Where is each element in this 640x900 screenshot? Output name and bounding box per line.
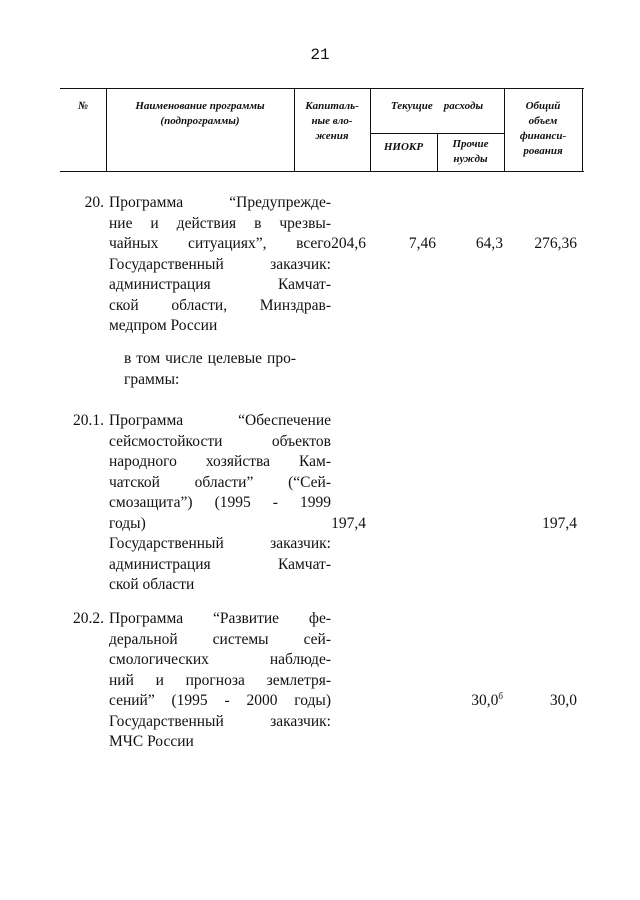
row-number: 20.2.: [73, 610, 104, 627]
program-name-line: смологических наблюде-: [109, 651, 331, 668]
program-name-line: Государственный заказчик:: [109, 535, 331, 552]
row-number: 20.: [84, 194, 104, 211]
header-total-line: финанси-: [519, 130, 567, 142]
subprograms-heading-line: в том числе целевые про-: [124, 350, 296, 367]
program-name-line: Государственный заказчик:: [109, 712, 331, 730]
program-name-line: сений” (1995 - 2000 годы): [109, 692, 331, 709]
program-name-line: ние и действия в чрезвы-: [109, 214, 331, 232]
program-name-line: ской области, Минздрав-: [109, 296, 331, 314]
header-other-needs-line: Прочие: [452, 138, 489, 150]
header-total-line: объем: [528, 115, 558, 127]
header-capital-line: ные вло-: [311, 115, 353, 127]
program-name-line: Государственный заказчик:: [109, 255, 331, 273]
footnote-marker: б: [498, 690, 503, 701]
total-value: 197,4: [542, 515, 577, 532]
header-capital: [294, 99, 370, 144]
program-name-line: смозащита”) (1995 - 1999: [109, 494, 331, 511]
program-name-line: Программа “Обеспечение: [109, 412, 331, 429]
program-name-line: чайных ситуациях”, всего: [109, 235, 331, 252]
page-number: 21: [310, 46, 330, 64]
program-name-line: годы): [109, 514, 146, 532]
niokr-value: 7,46: [408, 235, 436, 252]
program-name: [109, 193, 331, 337]
program-name: [109, 609, 331, 753]
header-other-needs-line: нужды: [453, 153, 488, 165]
header-capital-line: Капиталь-: [305, 100, 359, 112]
program-name-line: медпром России: [109, 317, 218, 334]
header-program-name-line: (подпрограммы): [160, 115, 240, 127]
table-header: [60, 88, 584, 172]
program-name-line: Программа “Предупрежде-: [109, 194, 331, 211]
other-needs-value: 64,3: [475, 235, 503, 252]
subprograms-heading: [124, 349, 296, 390]
header-other-needs: [437, 137, 504, 167]
program-name-line: администрация Камчат-: [109, 276, 331, 293]
subprograms-heading-line: граммы:: [124, 370, 180, 388]
program-name: [109, 411, 331, 596]
program-name-line: сейсмостойкости объектов: [109, 432, 331, 450]
header-capital-line: жения: [315, 130, 349, 142]
capital-value: 204,6: [331, 235, 366, 252]
program-name-line: деральной системы сей-: [109, 630, 331, 648]
column-divider: [582, 89, 583, 171]
program-name-line: народного хозяйства Кам-: [109, 453, 331, 470]
program-name-line: администрация Камчат-: [109, 555, 331, 573]
header-program-name-line: Наименование программы: [135, 100, 265, 112]
header-total: [504, 99, 582, 159]
row-number: 20.1.: [73, 412, 104, 429]
header-current-expenses: Текущие расходы: [390, 100, 484, 112]
capital-value: 197,4: [331, 515, 366, 532]
program-name-line: МЧС России: [109, 733, 194, 750]
header-total-line: Общий: [525, 100, 561, 112]
other-needs-value: [436, 691, 503, 712]
total-value: 30,0: [549, 692, 577, 709]
total-value: 276,36: [534, 235, 577, 252]
program-name-line: чатской области” (“Сей-: [109, 473, 331, 491]
header-niokr: НИОКР: [383, 141, 424, 153]
header-total-line: рования: [523, 145, 563, 157]
header-program-name: [106, 99, 294, 129]
program-name-line: Программа “Развитие фе-: [109, 610, 331, 627]
program-name-line: ской области: [109, 576, 195, 593]
header-number: №: [77, 100, 89, 112]
program-name-line: ний и прогноза землетря-: [109, 671, 331, 689]
other-needs-number: 30,0: [471, 692, 499, 709]
